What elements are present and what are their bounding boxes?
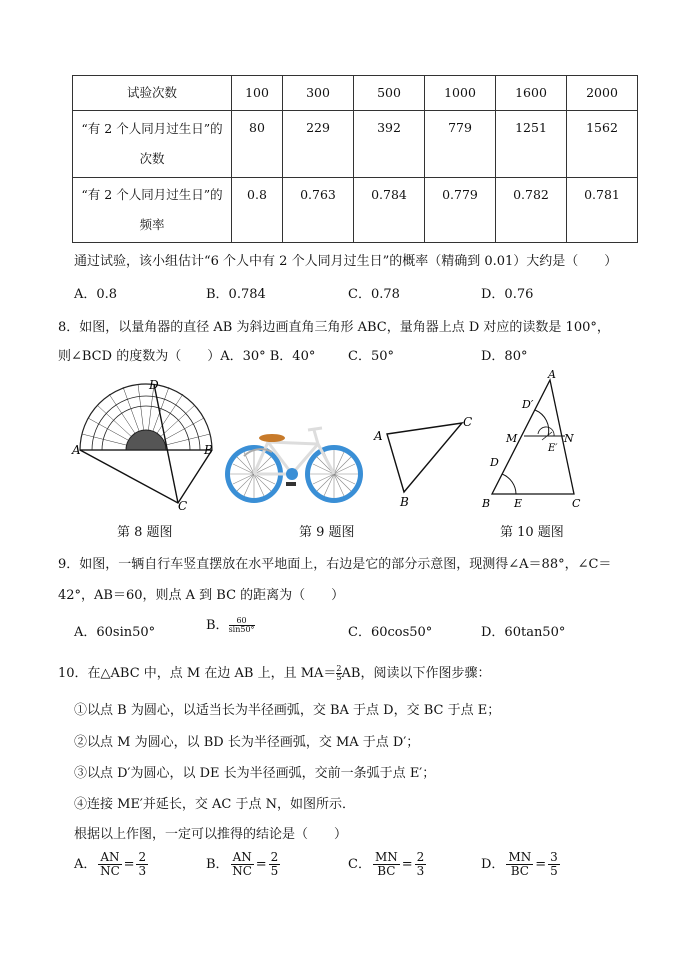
q8-line2: 则∠BCD 的度数为（ ）A．30° B．40° [58,349,316,364]
q10-step3: ③以点 D′为圆心，以 DE 长为半径画弧，交前一条弧于点 E′； [74,766,436,781]
equals-sign: = [255,857,267,872]
table-header-cell: 100 [232,76,283,111]
equals-sign: = [535,857,547,872]
fraction-numerator: AN [232,850,252,864]
q8-option-d: D．80° [481,349,528,364]
fraction-denominator: 3 [138,864,147,878]
fig10-label-d-prime: D′ [522,398,534,411]
q9-option-b-prefix: B． [206,618,229,633]
table-row [73,178,638,243]
fig10-label-n: N [564,432,574,445]
table-row [73,76,638,111]
fig10-label-e-prime: E′ [548,443,558,454]
row-label-line: 次数 [139,151,165,166]
table-cell: 0.8 [232,178,283,243]
fraction-denominator: sin50° [228,625,255,634]
table-cell: 229 [283,111,354,178]
fig8-protractor-diagram [70,372,220,512]
fig10-label-b: B [482,497,491,510]
fig10-label-d: D [490,456,499,469]
option-fraction [373,851,400,878]
q10-option-d [481,851,562,878]
fraction-denominator: BC [377,864,396,878]
fig9-caption: 第 9 题图 [299,525,355,540]
fraction-numerator: MN [508,850,532,864]
q10-conclusion: 根据以上作图，一定可以推得的结论是（ ） [74,827,348,842]
table-cell: 0.784 [354,178,425,243]
fig10-label-m: M [506,432,518,445]
table-cell: 0.781 [567,178,638,243]
row-label-line: 频率 [139,217,165,232]
fraction-denominator: BC [510,864,529,878]
fig10-construction-diagram [476,366,596,516]
table-header-cell: 500 [354,76,425,111]
equals-sign: = [401,857,413,872]
table-cell: 779 [425,111,496,178]
table-header-cell: 1000 [425,76,496,111]
fig10-caption: 第 10 题图 [500,525,564,540]
option-prefix: A． [74,857,97,872]
fig9-label-c: C [463,415,473,429]
option-fraction [231,851,254,878]
option-fraction [136,851,148,878]
fig9-triangle-diagram [370,410,480,510]
q10-option-c [348,851,428,878]
fig8-label-a: A [72,443,81,457]
row-label [73,111,232,178]
q7-option-b: B．0.784 [206,287,266,302]
trial-table [72,75,638,243]
table-cell: 0.779 [425,178,496,243]
q7-option-d: D．0.76 [481,287,534,302]
option-prefix: D． [481,857,505,872]
fraction-denominator: 3 [416,864,425,878]
q9-option-a: A．60sin50° [74,625,156,640]
fraction-numerator: 3 [550,850,558,864]
table-header-cell: 300 [283,76,354,111]
q10-step4: ④连接 ME′并延长，交 AC 于点 N，如图所示． [74,797,355,812]
fig8-caption: 第 8 题图 [117,525,173,540]
table-header-cell: 2000 [567,76,638,111]
q8-option-c: C．50° [348,349,394,364]
q8-line1: 8．如图，以量角器的直径 AB 为斜边画直角三角形 ABC，量角器上点 D 对应的读数是 100°， [58,320,610,335]
option-prefix: C． [348,857,371,872]
q10-option-a [74,851,150,878]
table-cell: 392 [354,111,425,178]
option-prefix: B． [206,857,229,872]
row-label-line: “有 2 个人同月过生日”的 [81,187,223,202]
fraction-numerator: 60 [229,617,255,626]
fig10-label-e: E [514,497,523,510]
q10-step2: ②以点 M 为圆心，以 BD 长为半径画弧，交 MA 于点 D′； [74,735,420,750]
q9-option-c: C．60cos50° [348,625,433,640]
q7-option-c: C．0.78 [348,287,400,302]
q10-line1-suffix: AB，阅读以下作图步骤： [341,666,491,681]
fig10-label-a: A [548,368,556,381]
table-cell: 80 [232,111,283,178]
fig8-label-c: C [178,499,188,512]
q9-option-b-fraction [229,617,255,634]
q7-stem: 通过试验，该小组估计“6 个人中有 2 个人同月过生日”的概率（精确到 0.01）大约是（ ） [74,254,618,269]
equals-sign: = [123,857,135,872]
fraction-numerator: 2 [138,850,147,864]
q9-option-d: D．60tan50° [481,625,566,640]
q7-option-a: A．0.8 [74,287,118,302]
fraction-numerator: 2 [270,850,279,864]
fraction-denominator: 5 [270,864,279,878]
q9-line1: 9．如图，一辆自行车竖直摆放在水平地面上，右边是它的部分示意图，现测得∠A＝88°，∠C＝ [58,557,612,572]
option-fraction [98,851,121,878]
q9-option-b [206,614,255,634]
fraction-denominator: 5 [336,673,342,682]
fraction-denominator: NC [100,864,120,878]
fraction-denominator: NC [232,864,252,878]
fig8-label-d: D [149,378,159,392]
q10-step1: ①以点 B 为圆心，以适当长为半径画弧，交 BA 于点 D，交 BC 于点 E； [74,703,501,718]
bicycle-pedal-gear [286,468,298,480]
fig10-label-c: C [572,497,581,510]
q10-line1 [58,662,490,682]
q9-line2: 42°，AB＝60，则点 A 到 BC 的距离为（ ） [58,588,345,603]
fig9-label-a: A [374,429,383,443]
table-cell: 0.782 [496,178,567,243]
option-fraction [269,851,281,878]
fig9-label-b: B [400,495,409,509]
table-header-cell: 1600 [496,76,567,111]
q10-option-b [206,851,282,878]
fraction-numerator: MN [374,850,398,864]
fraction-denominator: 5 [550,864,558,878]
fig8-label-b: B [204,443,213,457]
fraction-numerator: 2 [336,664,342,673]
table-row [73,111,638,178]
q10-line1-prefix: 10．在△ABC 中，点 M 在边 AB 上，且 MA＝ [58,666,337,681]
table-header-cell: 试验次数 [73,76,232,111]
option-fraction [548,851,560,878]
table-cell: 1251 [496,111,567,178]
bicycle-seat [259,434,285,442]
fraction-numerator: AN [100,850,120,864]
bicycle-icon [222,420,367,512]
option-fraction [415,851,427,878]
row-label-line: “有 2 个人同月过生日”的 [81,121,223,136]
table-cell: 1562 [567,111,638,178]
option-fraction [506,851,533,878]
row-label [73,178,232,243]
table-cell: 0.763 [283,178,354,243]
fraction-numerator: 2 [416,850,425,864]
